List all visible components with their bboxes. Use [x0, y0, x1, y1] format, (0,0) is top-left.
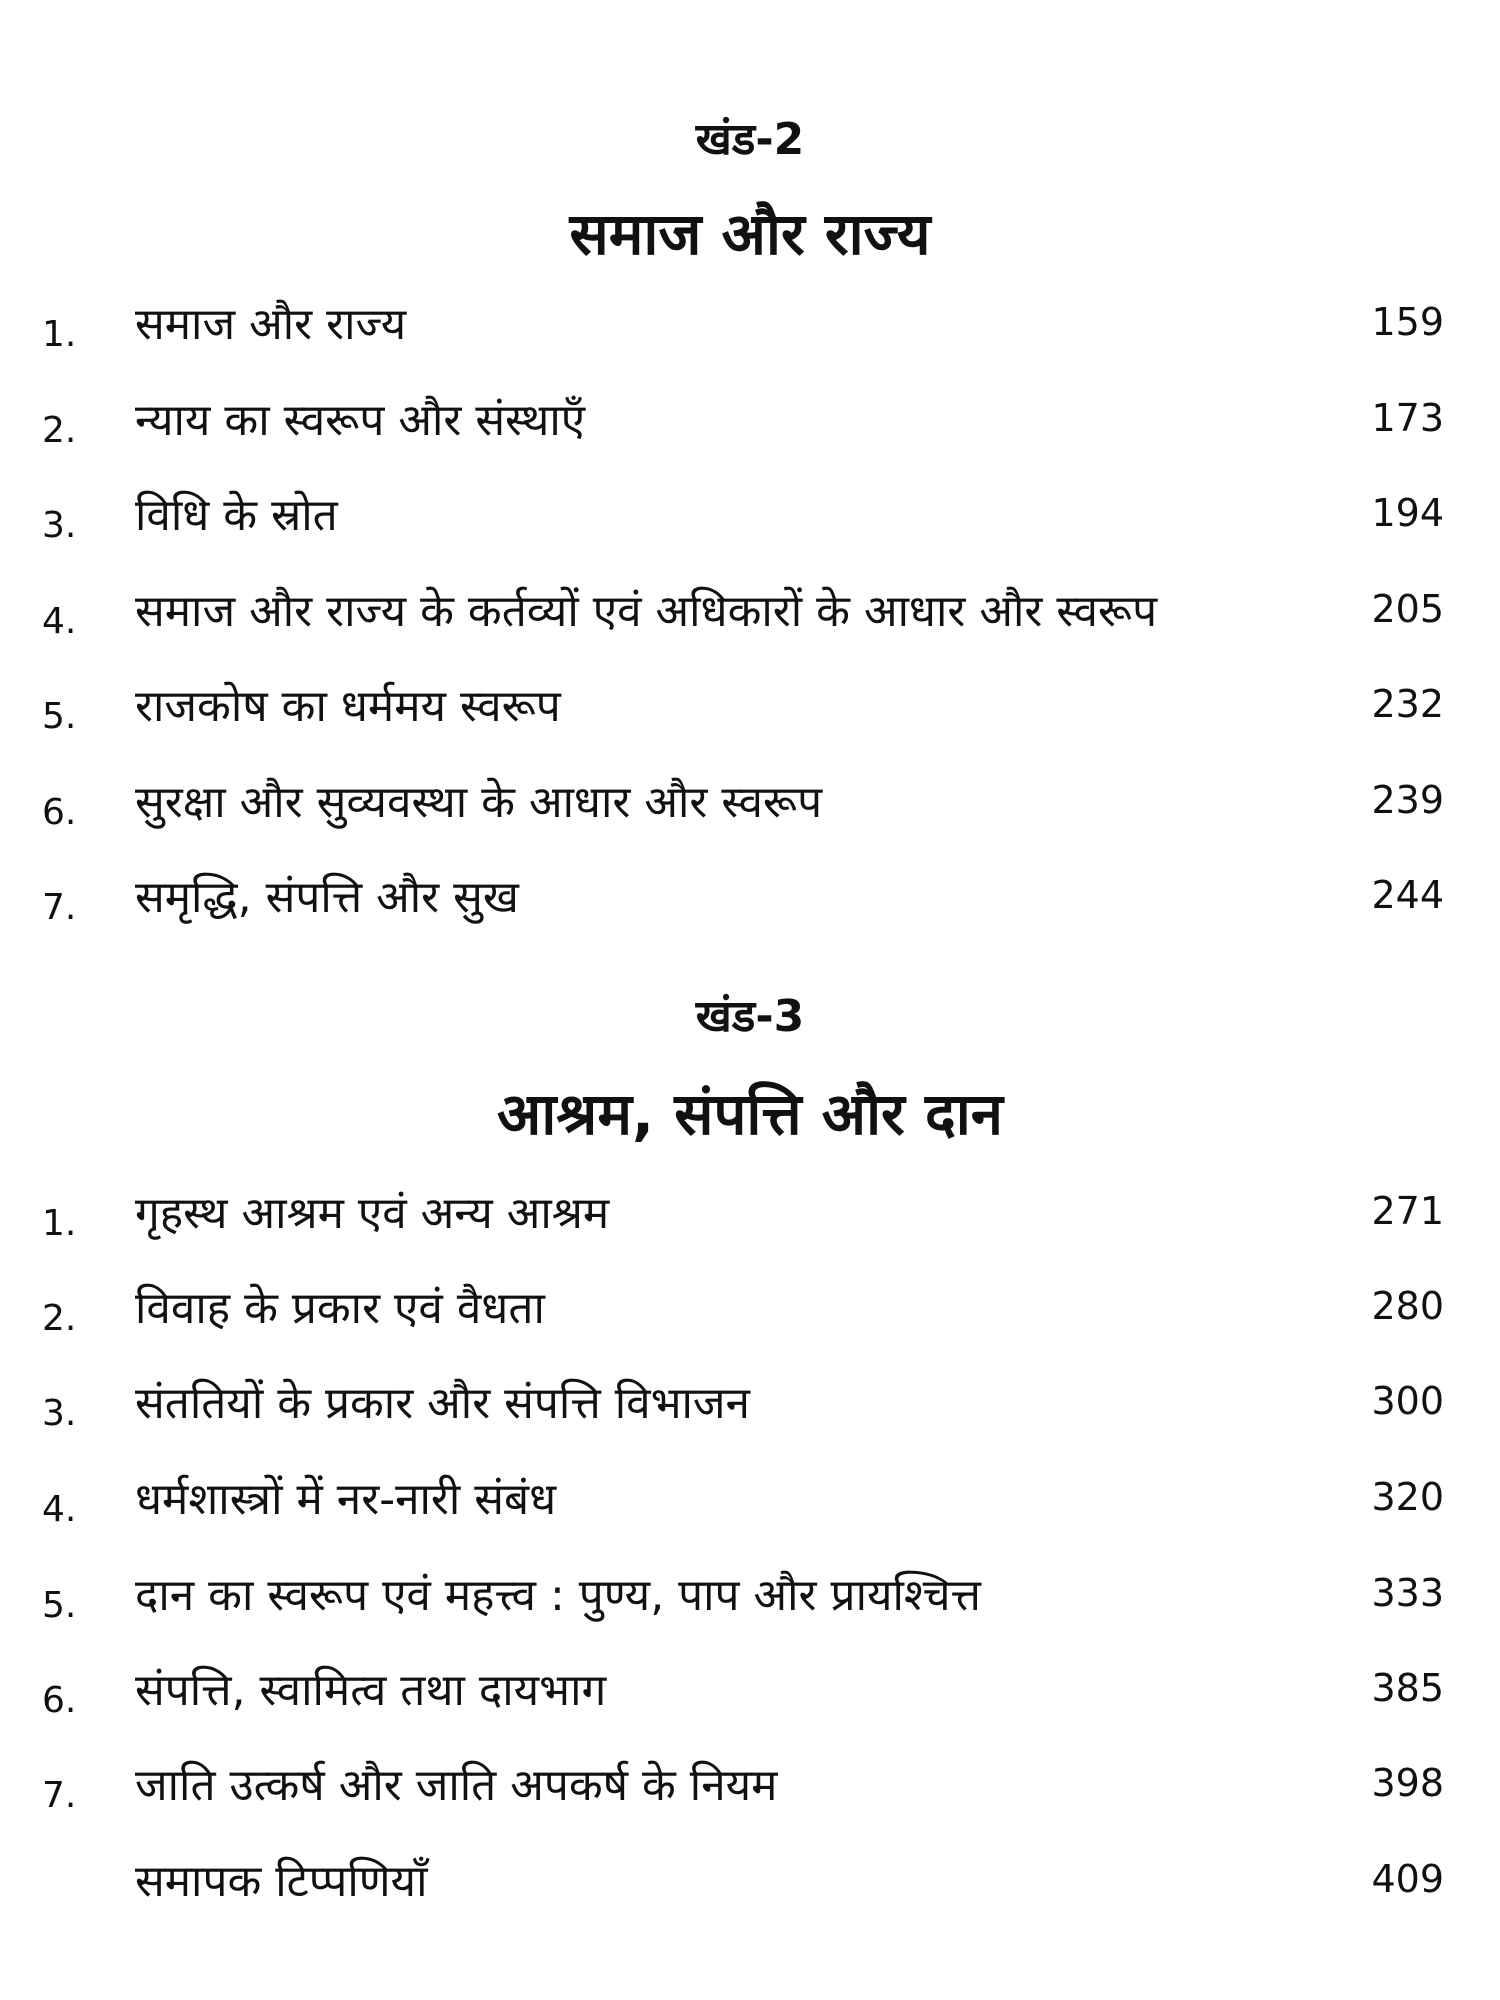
entry-number: 2. — [42, 1298, 77, 1339]
entry-page: 271 — [1371, 1189, 1444, 1233]
toc-entry[interactable] — [0, 681, 1500, 755]
entry-title: विवाह के प्रकार एवं वैधता — [135, 1283, 545, 1334]
entry-title: समृद्धि, संपत्ति और सुख — [135, 872, 519, 923]
entry-title: न्याय का स्वरूप और संस्थाएँ — [135, 395, 586, 446]
entry-number: 2. — [42, 410, 77, 451]
entry-page: 205 — [1371, 587, 1444, 631]
entry-number: 1. — [42, 314, 77, 355]
entry-number: 4. — [42, 601, 77, 642]
entry-title: संपत्ति, स्वामित्व तथा दायभाग — [135, 1665, 607, 1716]
entry-page: 194 — [1371, 491, 1444, 535]
entry-page: 232 — [1371, 682, 1444, 726]
entry-page: 244 — [1371, 873, 1444, 917]
toc-entry[interactable] — [0, 1856, 1500, 1930]
entry-page: 159 — [1371, 300, 1444, 344]
toc-entry[interactable] — [0, 1474, 1500, 1548]
entry-title: विधि के स्रोत — [135, 490, 338, 541]
entry-number: 3. — [42, 1393, 77, 1434]
entry-number: 3. — [42, 505, 77, 546]
entry-page: 239 — [1371, 778, 1444, 822]
entry-number: 7. — [42, 887, 77, 928]
entry-title: जाति उत्कर्ष और जाति अपकर्ष के नियम — [135, 1760, 778, 1811]
toc-entry[interactable] — [0, 1570, 1500, 1644]
toc-entry[interactable] — [0, 872, 1500, 946]
section-3-title: आश्रम, संपत्ति और दान — [497, 1080, 1003, 1148]
toc-entry[interactable] — [0, 777, 1500, 851]
entry-title: राजकोष का धर्ममय स्वरूप — [135, 681, 561, 732]
toc-entry[interactable] — [0, 1188, 1500, 1262]
entry-page: 333 — [1371, 1571, 1444, 1615]
entry-number: 6. — [42, 1680, 77, 1721]
toc-entry[interactable] — [0, 395, 1500, 469]
entry-title: धर्मशास्त्रों में नर-नारी संबंध — [135, 1474, 557, 1525]
section-3-label: खंड-3 — [695, 991, 805, 1042]
entry-title: दान का स्वरूप एवं महत्त्व : पुण्य, पाप और प्रायश्चित्त — [135, 1570, 981, 1621]
entry-page: 173 — [1371, 396, 1444, 440]
entry-title: समापक टिप्पणियाँ — [135, 1856, 428, 1907]
entry-number: 6. — [42, 792, 77, 833]
toc-entry[interactable] — [0, 299, 1500, 373]
entry-title: समाज और राज्य — [135, 299, 407, 350]
entry-page: 300 — [1371, 1379, 1444, 1423]
entry-title: समाज और राज्य के कर्तव्यों एवं अधिकारों के आधार और स्वरूप — [135, 586, 1158, 637]
toc-entry[interactable] — [0, 1760, 1500, 1834]
entry-page: 398 — [1371, 1761, 1444, 1805]
entry-page: 409 — [1371, 1857, 1444, 1901]
toc-entry[interactable] — [0, 1665, 1500, 1739]
toc-entry[interactable] — [0, 586, 1500, 660]
section-2-label: खंड-2 — [695, 114, 805, 165]
toc-entry[interactable] — [0, 1378, 1500, 1452]
entry-number: 1. — [42, 1203, 77, 1244]
section-2-title: समाज और राज्य — [569, 200, 931, 268]
entry-number: 5. — [42, 696, 77, 737]
toc-entry[interactable] — [0, 1283, 1500, 1357]
entry-title: सुरक्षा और सुव्यवस्था के आधार और स्वरूप — [135, 777, 823, 828]
toc-entry[interactable] — [0, 490, 1500, 564]
entry-page: 320 — [1371, 1475, 1444, 1519]
entry-page: 385 — [1371, 1666, 1444, 1710]
entry-page: 280 — [1371, 1284, 1444, 1328]
entry-title: संततियों के प्रकार और संपत्ति विभाजन — [135, 1378, 750, 1429]
entry-title: गृहस्थ आश्रम एवं अन्य आश्रम — [135, 1188, 610, 1239]
entry-number: 5. — [42, 1585, 77, 1626]
entry-number: 7. — [42, 1775, 77, 1816]
entry-number: 4. — [42, 1489, 77, 1530]
